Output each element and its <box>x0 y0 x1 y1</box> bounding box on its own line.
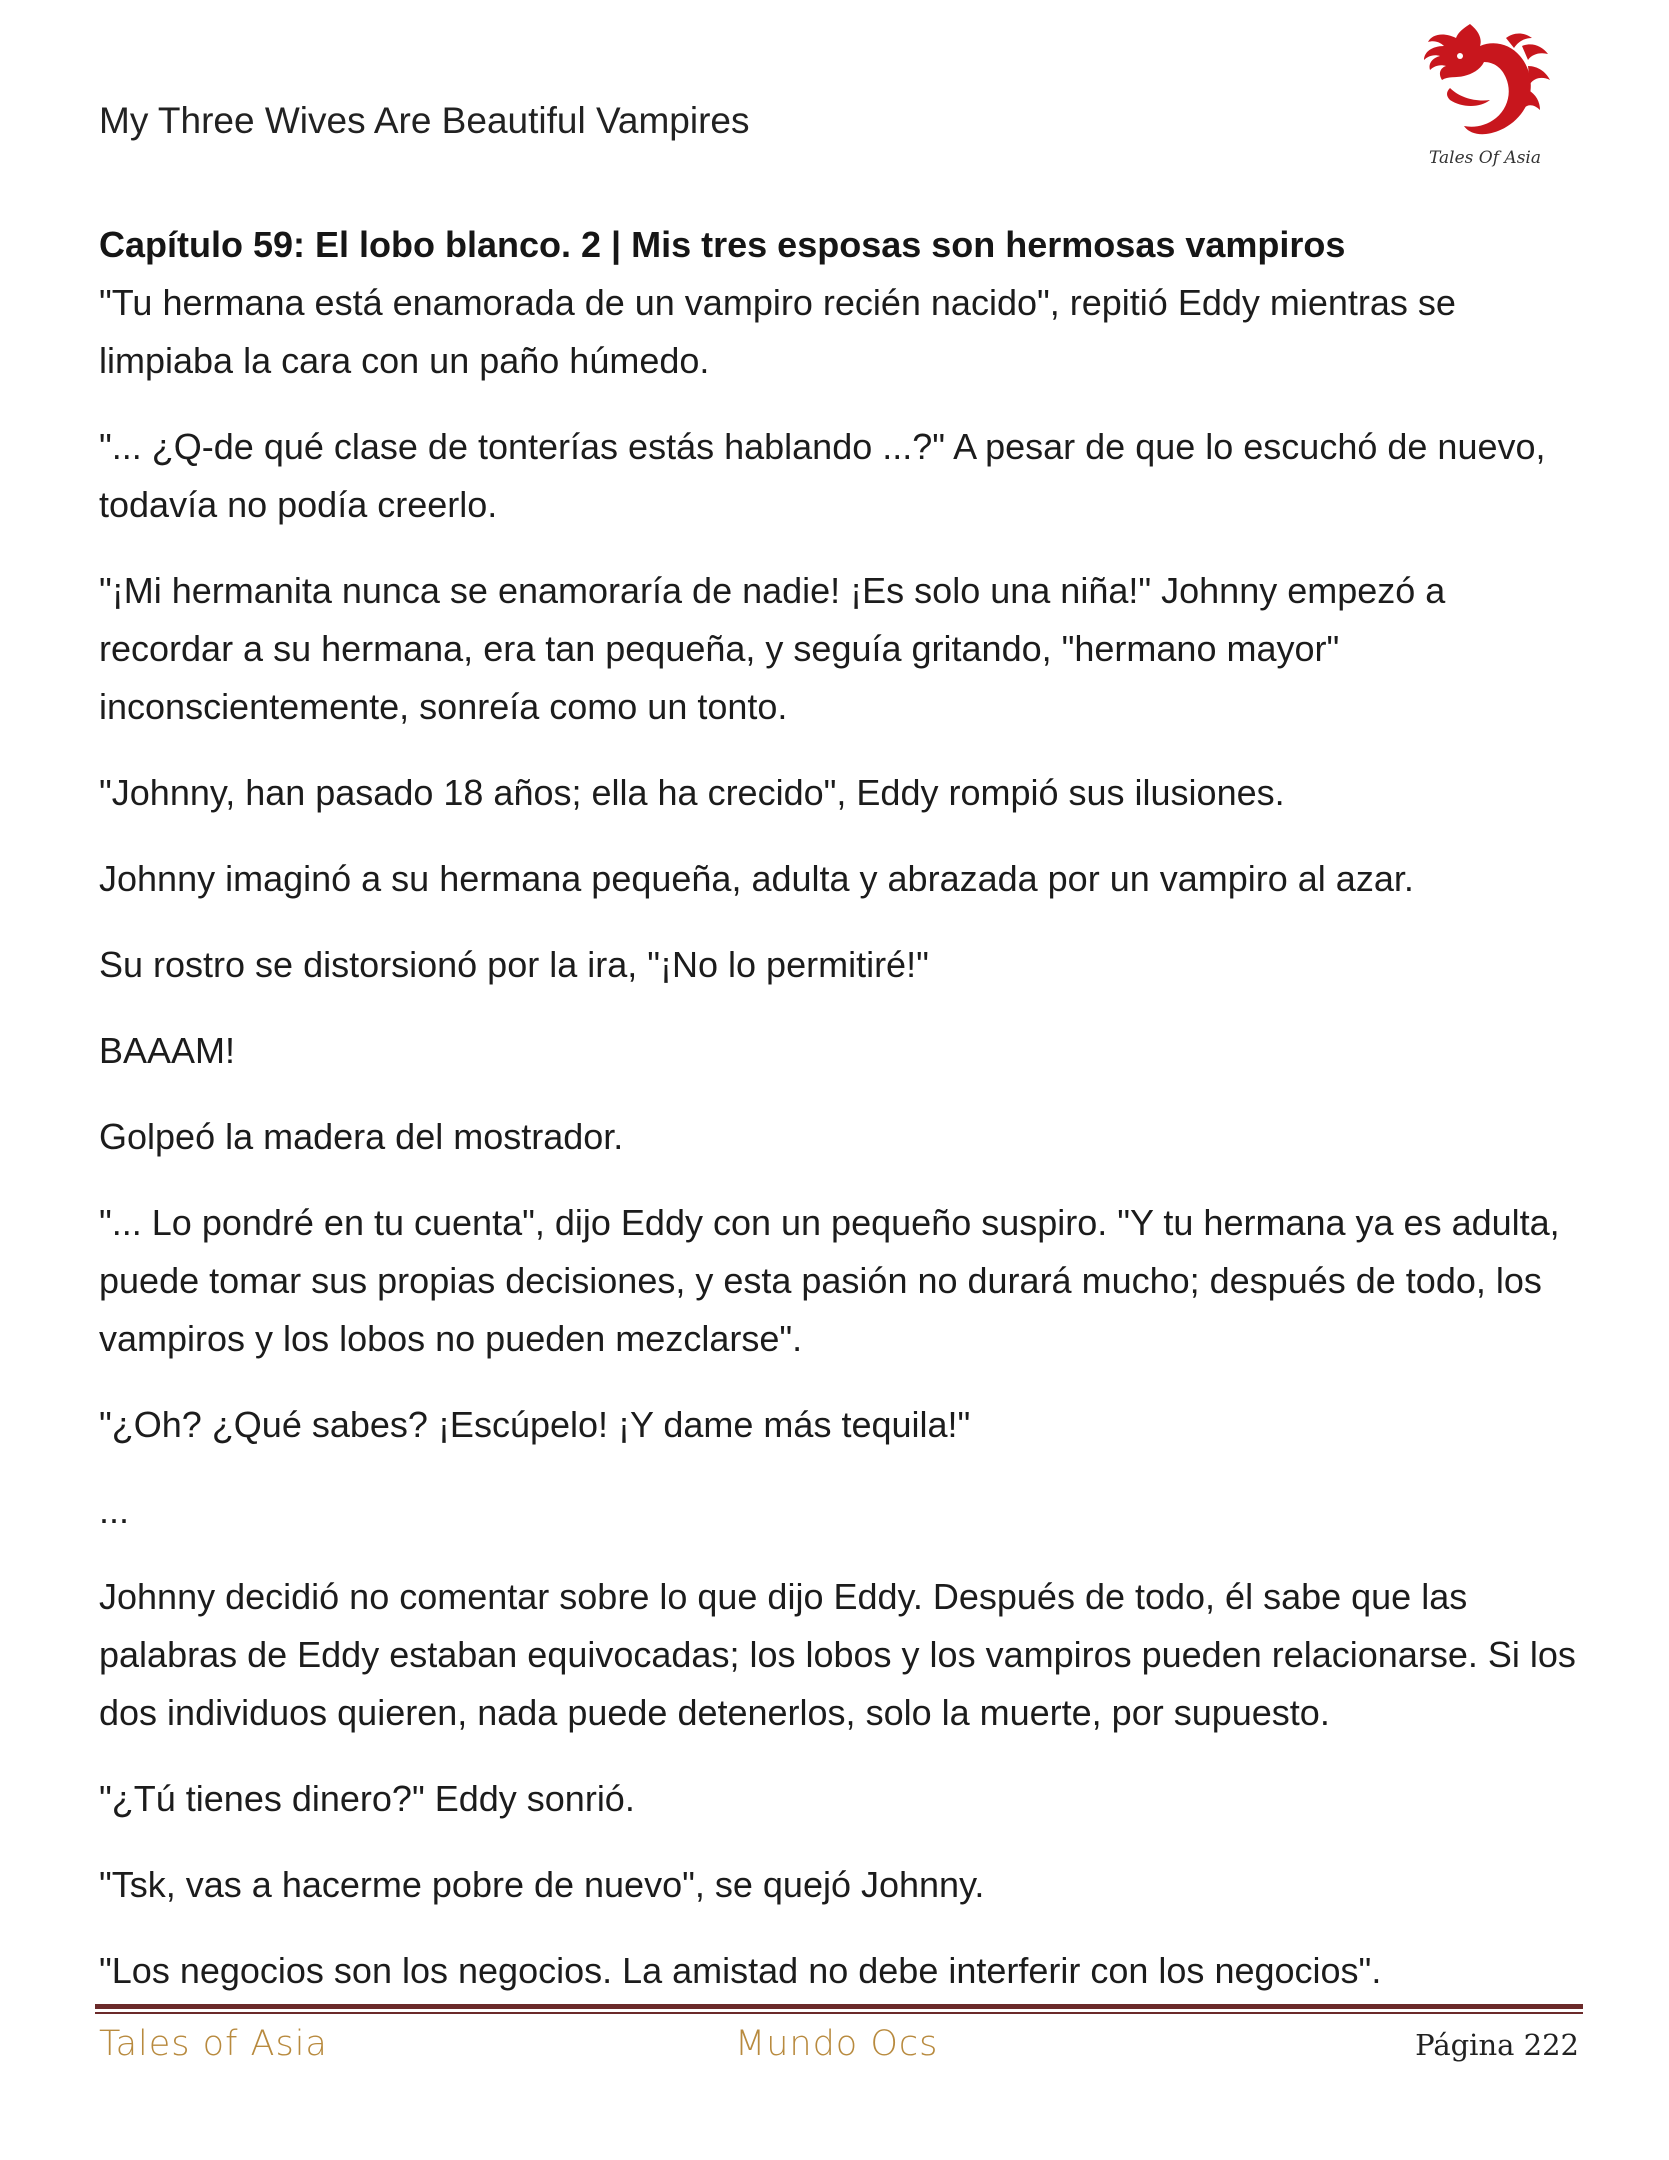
paragraph: ... <box>99 1490 130 1531</box>
paragraph: Johnny imaginó a su hermana pequeña, adulta y abrazada por un vampiro al azar. <box>99 858 1414 899</box>
paragraph: Su rostro se distorsionó por la ira, "¡No lo permitiré!" <box>99 944 929 985</box>
paragraph: Johnny decidió no comentar sobre lo que dijo Eddy. Después de todo, él sabe que las palabras de Eddy estaban equivocadas; los lobos y los vampiros pueden relacionarse. Si los dos individuos quieren, nada puede detenerlos, solo la muerte, por supuesto. <box>99 1576 1576 1733</box>
tales-of-asia-logo <box>1410 18 1560 183</box>
paragraph: "Los negocios son los negocios. La amistad no debe interferir con los negocios". <box>99 1950 1382 1991</box>
footer-divider-thin <box>95 2012 1583 2014</box>
paragraph: BAAAM! <box>99 1030 236 1071</box>
paragraph: "Johnny, han pasado 18 años; ella ha crecido", Eddy rompió sus ilusiones. <box>99 772 1285 813</box>
paragraph: "¿Oh? ¿Qué sabes? ¡Escúpelo! ¡Y dame más tequila!" <box>99 1404 971 1445</box>
logo-text: Tales Of Asia <box>1429 148 1541 168</box>
footer-publisher: Tales of Asia <box>99 2024 328 2064</box>
red-dragon-icon <box>1410 18 1560 148</box>
paragraph: "¡Mi hermanita nunca se enamoraría de nadie! ¡Es solo una niña!" Johnny empezó a recordar a su hermana, era tan pequeña, y seguía gritando, "hermano mayor" inconscientemente, sonreía como un tonto. <box>99 570 1446 727</box>
page-number: Página 222 <box>1415 2028 1579 2062</box>
footer-site: Mundo Ocs <box>735 2024 939 2064</box>
paragraph: "... ¿Q-de qué clase de tonterías estás hablando ...?" A pesar de que lo escuchó de nuevo, todavía no podía creerlo. <box>99 426 1546 525</box>
chapter-title: Capítulo 59: El lobo blanco. 2 | Mis tres esposas son hermosas vampiros <box>99 224 1346 265</box>
page-body <box>99 216 1579 2028</box>
book-title: My Three Wives Are Beautiful Vampires <box>99 100 750 141</box>
paragraph: "... Lo pondré en tu cuenta", dijo Eddy con un pequeño suspiro. "Y tu hermana ya es adulta, puede tomar sus propias decisiones, y esta pasión no durará mucho; después de todo, los vampiros y los lobos no pueden mezclarse". <box>99 1202 1560 1359</box>
paragraph: Golpeó la madera del mostrador. <box>99 1116 624 1157</box>
paragraph: "¿Tú tienes dinero?" Eddy sonrió. <box>99 1778 635 1819</box>
footer-divider <box>95 2004 1583 2009</box>
paragraph: "Tsk, vas a hacerme pobre de nuevo", se quejó Johnny. <box>99 1864 985 1905</box>
paragraph: "Tu hermana está enamorada de un vampiro recién nacido", repitió Eddy mientras se limpiaba la cara con un paño húmedo. <box>99 282 1456 381</box>
